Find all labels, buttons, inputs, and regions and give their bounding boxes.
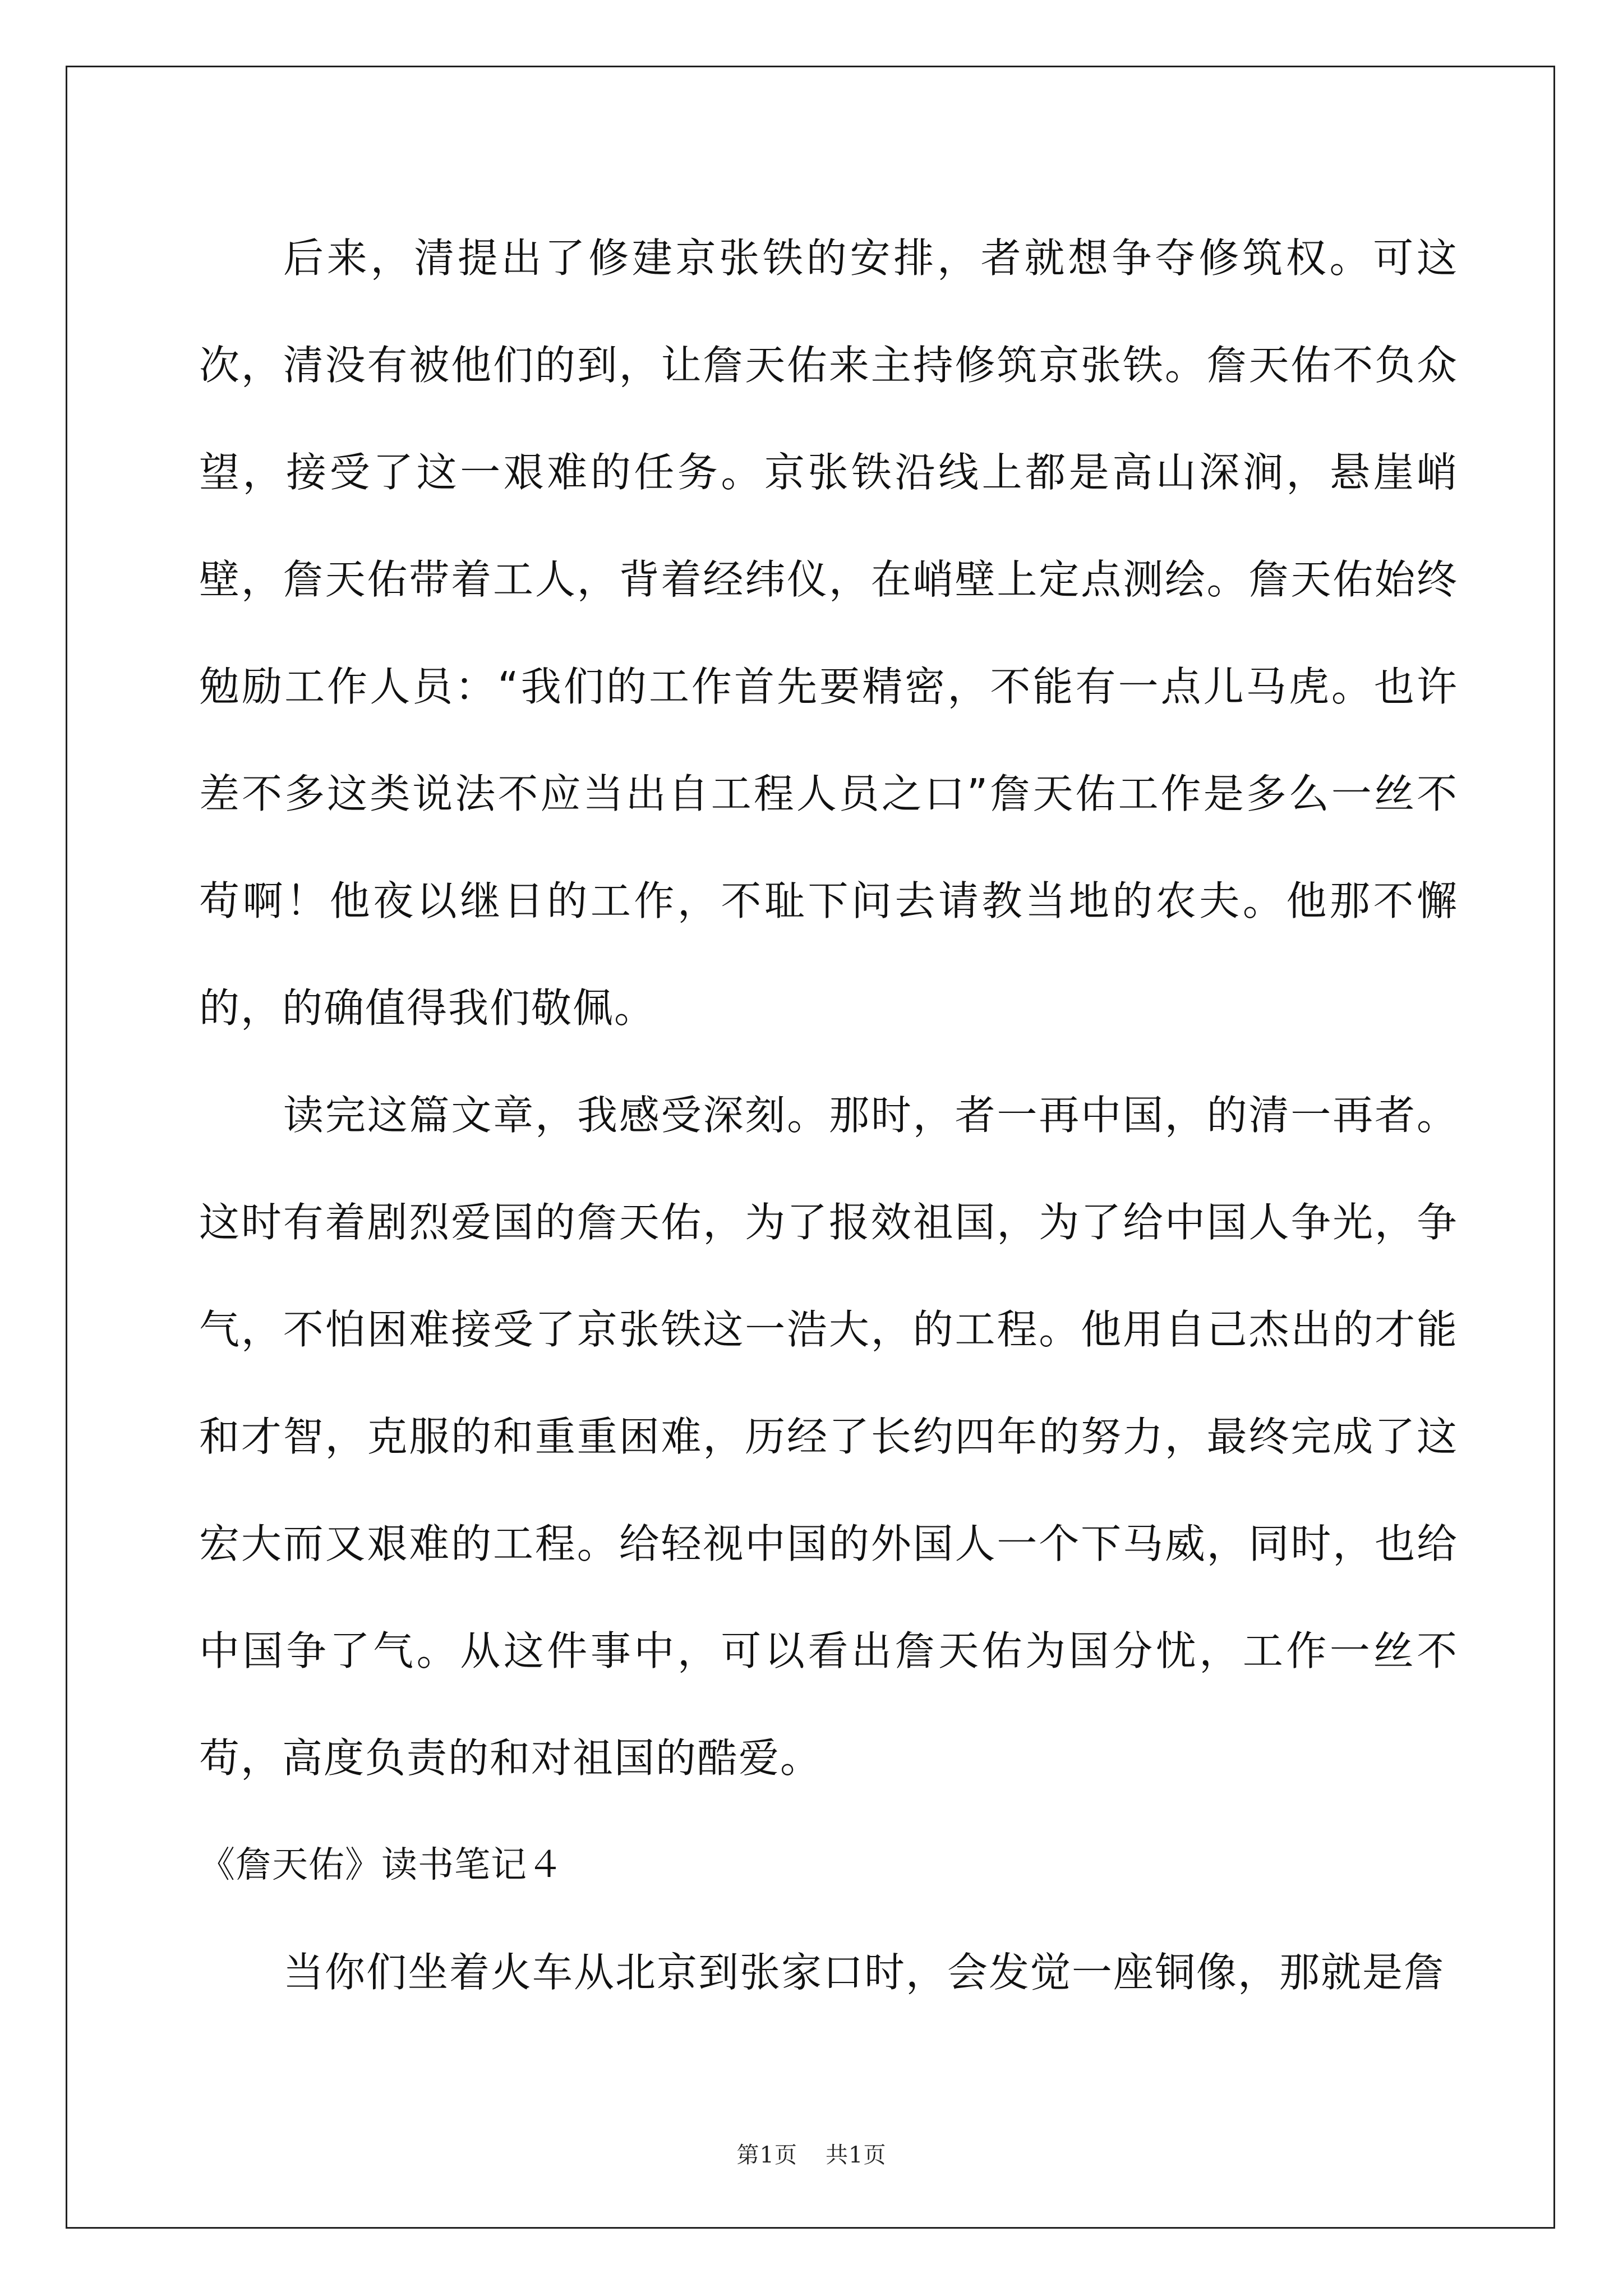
- document-body: [199, 205, 1458, 2026]
- page-total: 共1页: [826, 2142, 887, 2168]
- paragraph-2: 读完这篇文章，我感受深刻。那时，者一再中国，的清一再者。这时有着剧烈爱国的詹天佑，为了报效祖国，为了给中国人争光，争气，不怕困难接受了京张铁这一浩大，的工程。他用自己杰出的才能和才智，克服的和重重困难，历经了长约四年的努力，最终完成了这宏大而又艰难的工程。给轻视中国的外国人一个下马威，同时，也给中国争了气。从这件事中，可以看出詹天佑为国分忧，工作一丝不苟，高度负责的和对祖国的酷爱。: [199, 1092, 1458, 1782]
- page-number: 第1页: [736, 2142, 797, 2168]
- page-footer: [0, 2137, 1623, 2169]
- section-heading: 《詹天佑》读书笔记４: [199, 1844, 564, 1886]
- paragraph-3: 当你们坐着火车从北京到张家口时，会发觉一座铜像，那就是詹: [283, 1949, 1446, 1996]
- paragraph-1: 后来，清提出了修建京张铁的安排，者就想争夺修筑权。可这次，清没有被他们的到，让詹天佑来主持修筑京张铁。詹天佑不负众望，接受了这一艰难的任务。京张铁沿线上都是高山深涧，悬崖峭壁，詹天佑带着工人，背着经纬仪，在峭壁上定点测绘。詹天佑始终勉励工作人员：“我们的工作首先要精密，不能有一点儿马虎。也许差不多这类说法不应当出自工程人员之口”詹天佑工作是多么一丝不苟啊！他夜以继日的工作，不耻下问去请教当地的农夫。他那不懈的，的确值得我们敬佩。: [199, 234, 1458, 1032]
